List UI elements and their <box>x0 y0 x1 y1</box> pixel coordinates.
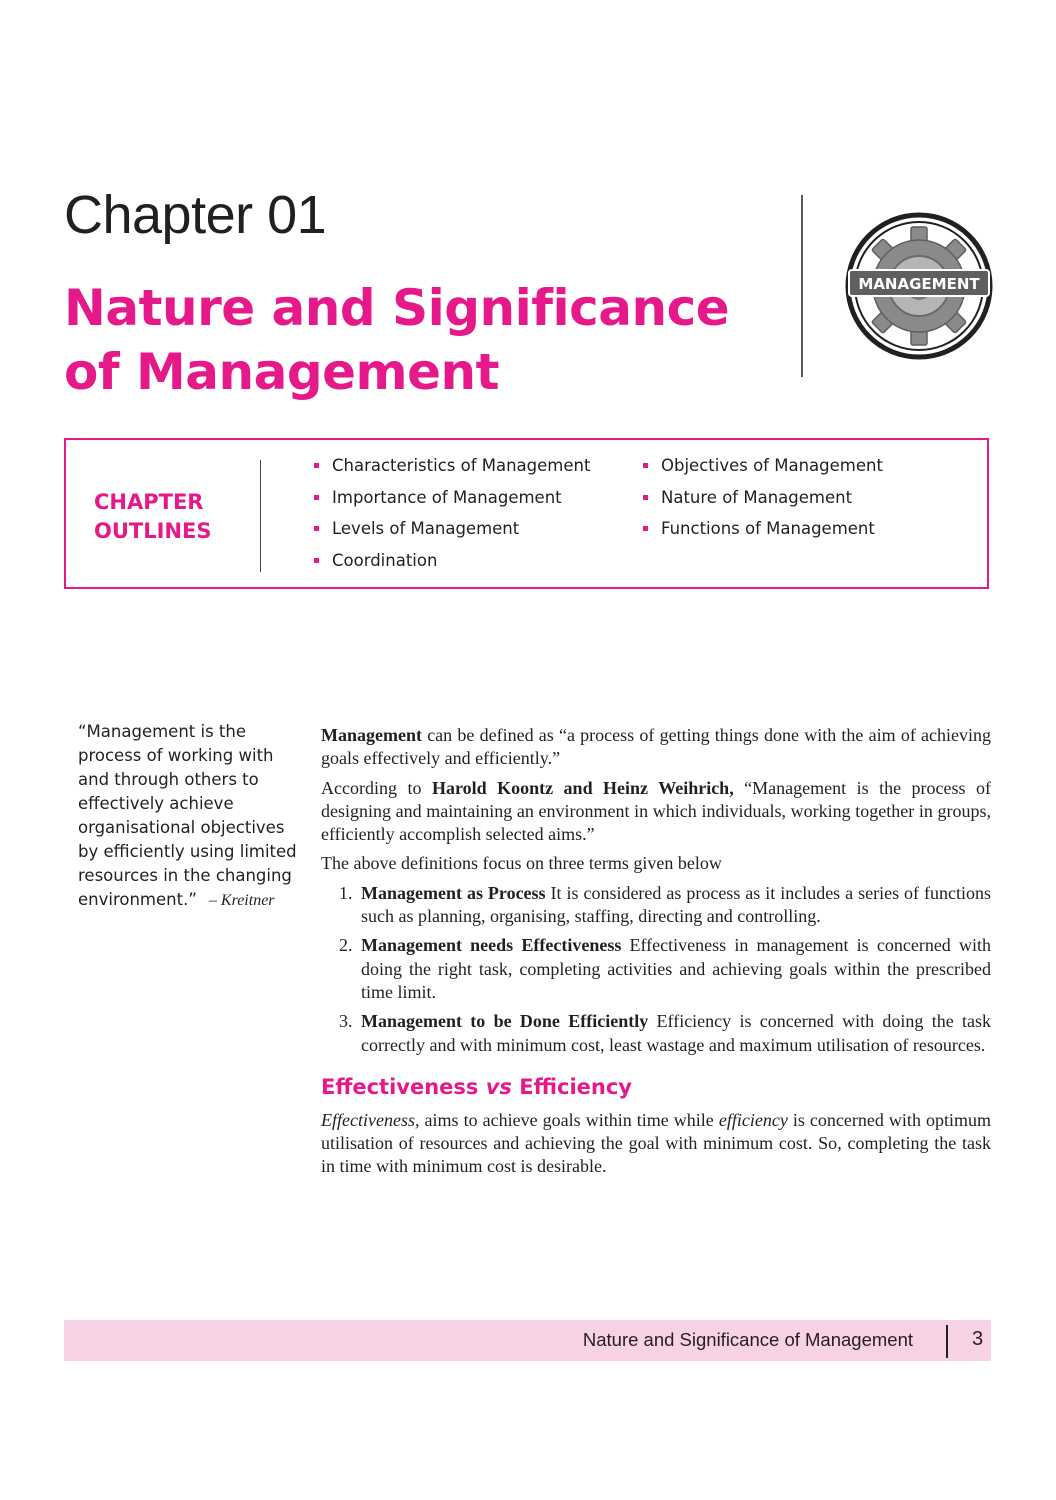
management-gear-icon <box>845 212 993 360</box>
outline-item-label: Levels of Management <box>332 519 520 538</box>
outline-item <box>314 551 590 583</box>
badge-text: MANAGEMENT <box>858 275 980 293</box>
definition-paragraph <box>321 724 991 771</box>
footer-band <box>64 1320 991 1361</box>
outline-item <box>314 519 590 551</box>
outline-item-label: Functions of Management <box>661 519 875 538</box>
square-bullet-icon <box>314 463 319 468</box>
section-heading-vs: vs <box>485 1074 512 1099</box>
chapter-title <box>64 276 784 404</box>
side-quote <box>78 720 298 913</box>
chapter-outline-box <box>64 438 989 589</box>
paragraph-text: aims to achieve goals within time while <box>419 1109 719 1130</box>
outline-item-label: Objectives of Management <box>661 456 883 475</box>
paragraph-text: can be defined as “a process of getting things done with the aim of achieving goals effectively and efficiently.” <box>321 725 991 769</box>
chapter-title-line-2: of Management <box>64 343 500 401</box>
outline-item <box>314 488 590 520</box>
italic-term: efficiency <box>718 1109 788 1130</box>
square-bullet-icon <box>314 495 319 500</box>
chapter-outline-heading <box>94 488 211 546</box>
outline-item-label: Characteristics of Management <box>332 456 591 475</box>
koontz-paragraph <box>321 777 991 847</box>
outline-item <box>643 519 883 551</box>
outline-item-label: Nature of Management <box>661 487 853 507</box>
paragraph-text: According to <box>321 777 432 798</box>
footer-divider <box>946 1325 948 1358</box>
square-bullet-icon <box>643 495 648 500</box>
header-divider <box>801 195 803 377</box>
outline-column-2 <box>643 456 883 551</box>
term-number: 1. <box>339 882 353 903</box>
main-text <box>321 724 991 1185</box>
outline-item <box>314 456 590 488</box>
chapter-label: Chapter 01 <box>64 185 327 245</box>
outline-divider <box>260 460 261 572</box>
outline-item <box>643 488 883 520</box>
outline-heading-line-2: OUTLINES <box>94 519 212 543</box>
outline-heading-line-1: CHAPTER <box>94 490 204 514</box>
quote-text: “Management is the process of working with and through others to effectively achieve organisational objectives by efficiently using limited resources in the changing environment.” <box>78 722 297 909</box>
square-bullet-icon <box>314 558 319 563</box>
term-number: 3. <box>339 1011 353 1032</box>
page-number: 3 <box>972 1328 984 1350</box>
term-title: Management as Process <box>361 882 546 903</box>
term-item <box>321 882 991 929</box>
section-heading-part: Efficiency <box>511 1074 632 1099</box>
italic-term: Effectiveness, <box>321 1109 420 1130</box>
section-heading <box>321 1073 991 1101</box>
terms-intro: The above definitions focus on three terms given below <box>321 853 722 874</box>
section-heading-part: Effectiveness <box>321 1074 486 1099</box>
square-bullet-icon <box>643 526 648 531</box>
author-names: Harold Koontz and Heinz Weihrich, <box>431 777 734 798</box>
outline-item-label: Coordination <box>332 550 438 570</box>
terms-list <box>321 882 991 1057</box>
term-item <box>321 1010 991 1057</box>
paragraph-text: “Management is the process of designing and maintaining an environment in which individuals, working together in groups, efficiently accomplish selected aims.” <box>321 777 992 845</box>
chapter-title-line-1: Nature and Significance <box>64 279 730 337</box>
term-text: Efficiency is concerned with doing the task correctly and with minimum cost, least wastage and maximum utilisation of resources. <box>361 1011 991 1055</box>
term-text: It is considered as process as it includes a series of functions such as planning, organising, staffing, directing and controlling. <box>361 882 991 927</box>
outline-item-label: Importance of Management <box>332 487 562 507</box>
square-bullet-icon <box>314 526 319 531</box>
outline-item <box>643 456 883 488</box>
term-bold: Management <box>321 725 422 745</box>
term-text: Effectiveness in management is concerned with doing the right task, completing activities and achieving goals within the prescribed time limit. <box>361 935 991 1002</box>
paragraph-text: is concerned with optimum utilisation of resources and achieving the goal with minimum cost. So, completing the task in time with minimum cost is desirable. <box>321 1109 991 1177</box>
term-item <box>321 934 991 1004</box>
effectiveness-paragraph <box>321 1109 991 1179</box>
term-number: 2. <box>339 935 353 956</box>
outline-column-1 <box>314 456 590 582</box>
footer-title: Nature and Significance of Management <box>582 1329 913 1350</box>
quote-author: – Kreitner <box>208 892 275 909</box>
square-bullet-icon <box>643 463 648 468</box>
term-title: Management to be Done Efficiently <box>361 1011 649 1032</box>
term-title: Management needs Effectiveness <box>361 935 622 956</box>
